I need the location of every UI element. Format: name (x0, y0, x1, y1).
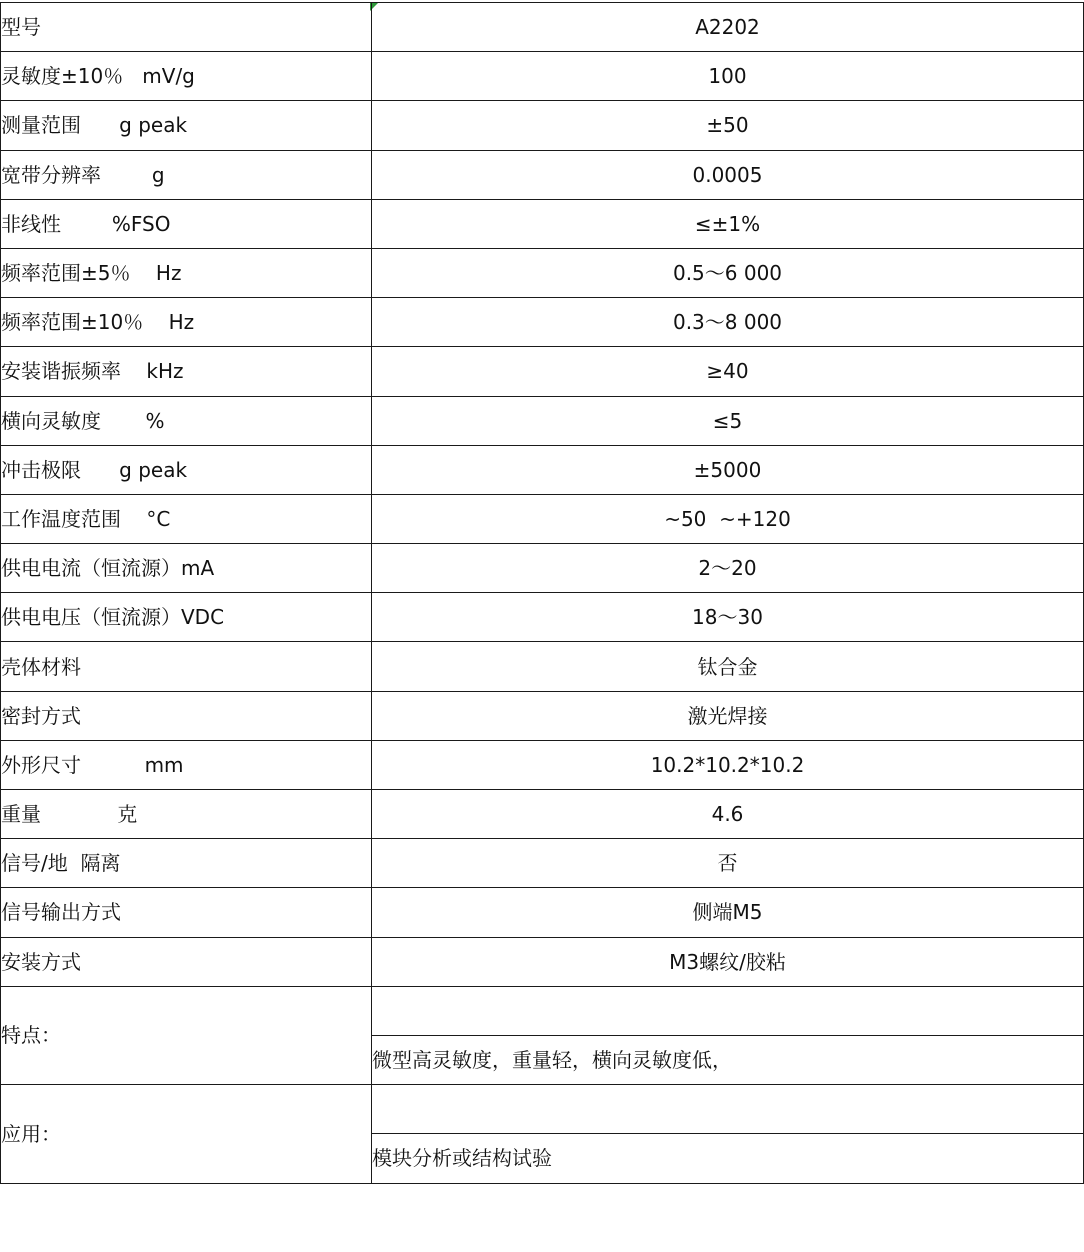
spec-value: ±50 (372, 101, 1084, 150)
application-text: 模块分析或结构试验 (372, 1134, 1084, 1183)
spec-value: 否 (372, 839, 1084, 888)
table-row (1, 52, 1084, 101)
spec-value: 10.2*10.2*10.2 (372, 740, 1084, 789)
table-row (1, 888, 1084, 937)
spec-label: 横向灵敏度 % (1, 396, 372, 445)
table-row (1, 691, 1084, 740)
table-row (1, 150, 1084, 199)
spec-label: 密封方式 (1, 691, 372, 740)
spec-value: ≤5 (372, 396, 1084, 445)
features-text: 微型高灵敏度，重量轻，横向灵敏度低， (372, 1035, 1084, 1084)
table-row (1, 347, 1084, 396)
spec-label: 壳体材料 (1, 642, 372, 691)
spec-value: 0.0005 (372, 150, 1084, 199)
table-row (1, 544, 1084, 593)
table-row (1, 642, 1084, 691)
spec-label: 型号 (1, 3, 372, 52)
application-row (1, 1085, 1084, 1134)
table-row (1, 593, 1084, 642)
spec-value: 18～30 (372, 593, 1084, 642)
spec-label: 信号输出方式 (1, 888, 372, 937)
table-row (1, 494, 1084, 543)
spec-label: 安装谐振频率 kHz (1, 347, 372, 396)
spec-value: 100 (372, 52, 1084, 101)
features-empty-cell (372, 986, 1084, 1035)
table-row (1, 740, 1084, 789)
table-row (1, 937, 1084, 986)
spec-value: ≤±1% (372, 199, 1084, 248)
spec-label: 频率范围±10％ Hz (1, 298, 372, 347)
spec-value: ±5000 (372, 445, 1084, 494)
table-row (1, 3, 1084, 52)
spec-label: 测量范围 g peak (1, 101, 372, 150)
table-row (1, 199, 1084, 248)
spec-label: 频率范围±5％ Hz (1, 248, 372, 297)
table-row (1, 396, 1084, 445)
spec-value: ~50 ~+120 (372, 494, 1084, 543)
spec-table (0, 2, 1084, 1184)
spec-label: 工作温度范围 °C (1, 494, 372, 543)
table-row (1, 248, 1084, 297)
spec-value: 2～20 (372, 544, 1084, 593)
spec-value: A2202 (372, 3, 1084, 52)
spec-label: 非线性 %FSO (1, 199, 372, 248)
spec-label: 冲击极限 g peak (1, 445, 372, 494)
spec-label: 宽带分辨率 g (1, 150, 372, 199)
table-row (1, 839, 1084, 888)
spec-value: 0.3～8 000 (372, 298, 1084, 347)
features-row (1, 986, 1084, 1035)
spec-label: 供电电流（恒流源）mA (1, 544, 372, 593)
spec-label: 安装方式 (1, 937, 372, 986)
spec-value: 钛合金 (372, 642, 1084, 691)
features-label: 特点： (1, 986, 372, 1084)
spec-label: 供电电压（恒流源）VDC (1, 593, 372, 642)
spec-value: ≥40 (372, 347, 1084, 396)
spec-value: 激光焊接 (372, 691, 1084, 740)
spec-label: 外形尺寸 mm (1, 740, 372, 789)
spec-value: M3螺纹/胶粘 (372, 937, 1084, 986)
application-empty-cell (372, 1085, 1084, 1134)
table-row (1, 445, 1084, 494)
table-row (1, 298, 1084, 347)
application-label: 应用： (1, 1085, 372, 1183)
spec-label: 灵敏度±10％ mV/g (1, 52, 372, 101)
spec-value: 0.5～6 000 (372, 248, 1084, 297)
spec-label: 信号/地 隔离 (1, 839, 372, 888)
spec-value: 侧端M5 (372, 888, 1084, 937)
spec-label: 重量 克 (1, 790, 372, 839)
spec-table-body (1, 3, 1084, 1184)
table-row (1, 101, 1084, 150)
table-row (1, 790, 1084, 839)
spec-value: 4.6 (372, 790, 1084, 839)
